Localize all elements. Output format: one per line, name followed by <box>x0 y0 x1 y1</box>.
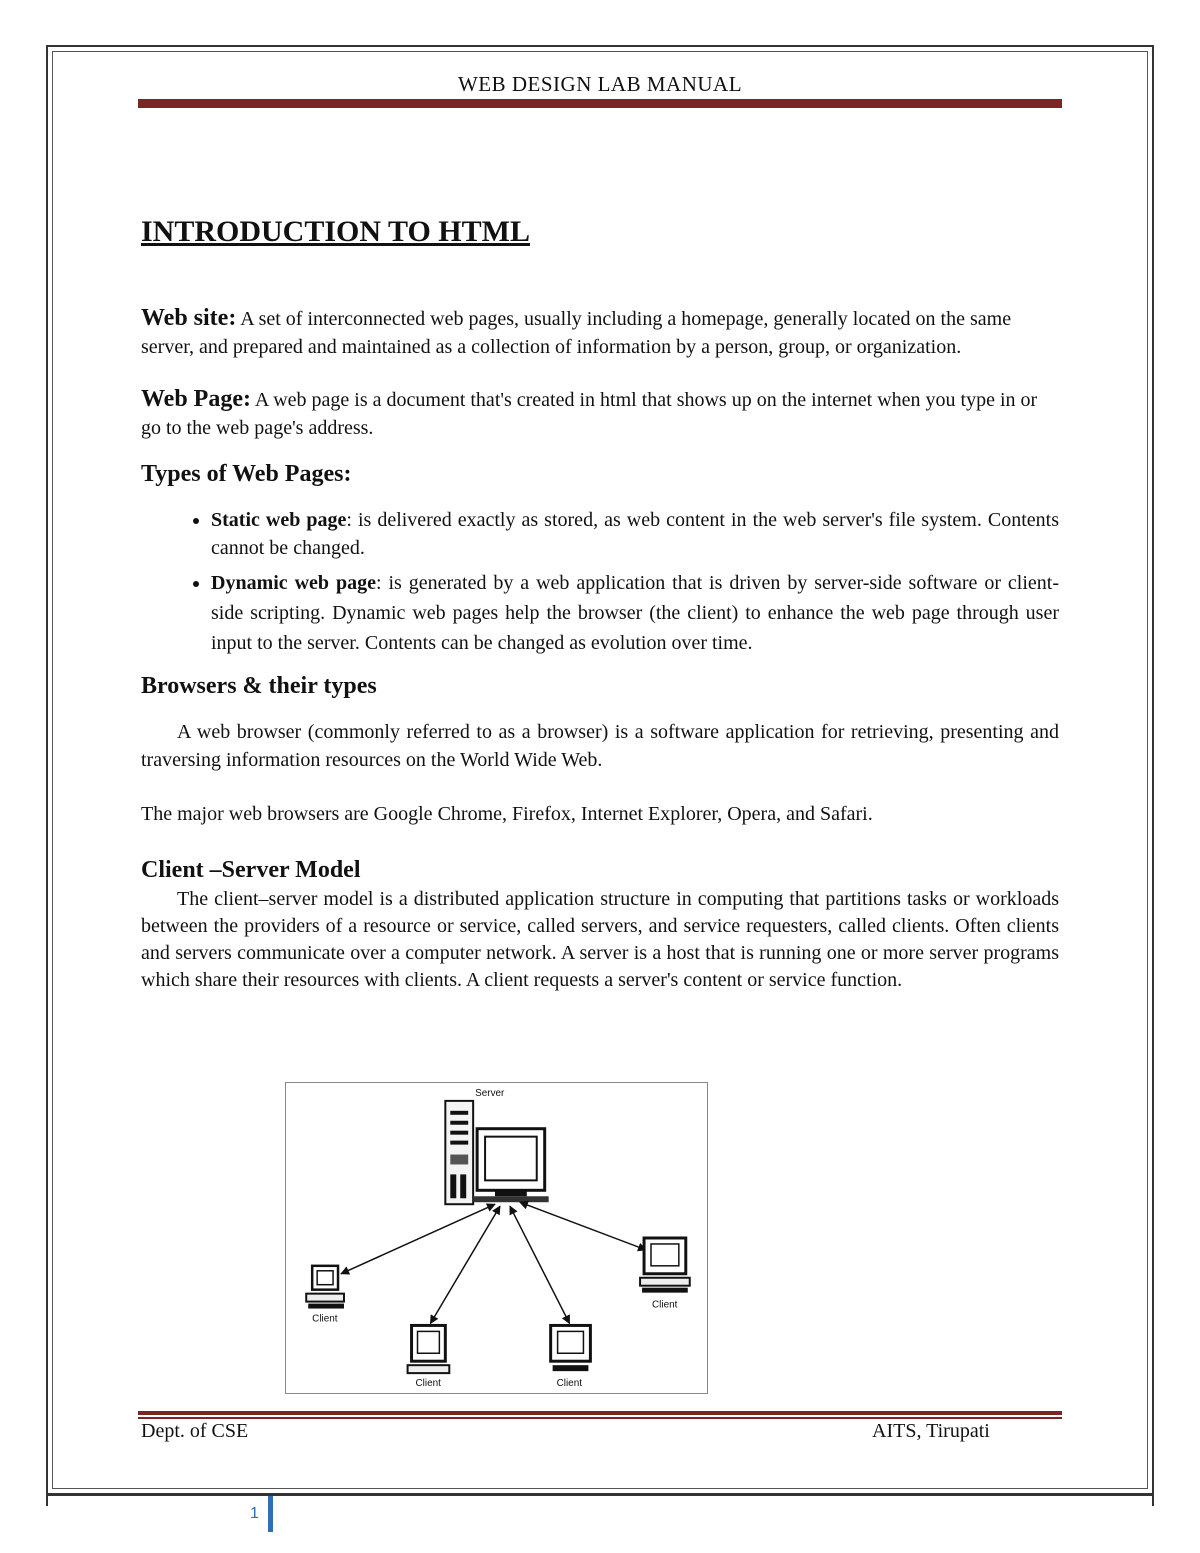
footer-institution: AITS, Tirupati <box>872 1420 990 1442</box>
web-page-term: Web Page: <box>141 386 251 412</box>
major-browsers-paragraph: The major web browsers are Google Chrome, Firefox, Internet Explorer, Opera, and Safari. <box>141 803 873 825</box>
footer-rule-thick <box>138 1411 1062 1415</box>
footer-department: Dept. of CSE <box>141 1420 249 1442</box>
list-item-static <box>211 506 1059 562</box>
client-server-heading: Client –Server Model <box>141 857 361 883</box>
client-left-computer-icon <box>306 1266 344 1309</box>
arrow-client-left <box>341 1204 495 1274</box>
page-bottom-line <box>46 1494 1154 1496</box>
types-list <box>141 506 1059 658</box>
arrow-client-bottom-right <box>510 1206 570 1323</box>
running-header: WEB DESIGN LAB MANUAL <box>457 72 743 96</box>
client-label-right: Client <box>651 1299 678 1311</box>
client-server-diagram <box>285 1082 708 1394</box>
web-page-definition <box>141 385 1059 442</box>
client-right-computer-icon <box>640 1238 690 1293</box>
client-server-paragraph: The client–server model is a distributed application structure in computing that partitions tasks or workloads between the providers of a resource or service, called servers, and service requesters, called clients. Often clients and servers communicate over a computer network. A server is a host that is running one or more server programs which share their resources with clients. A client requests a server's content or service function. <box>141 888 1059 991</box>
client-label-left: Client <box>312 1313 338 1325</box>
web-site-definition <box>141 304 1059 361</box>
page-corner-tick-left <box>46 1496 48 1506</box>
server-label: Server <box>475 1087 505 1099</box>
page-corner-tick-right <box>1152 1496 1154 1506</box>
arrow-client-bottom-left <box>430 1206 500 1323</box>
client-bottom-left-computer-icon <box>408 1325 450 1373</box>
page-number: 1 <box>250 1505 259 1522</box>
client-label-bottom-left: Client <box>415 1378 441 1390</box>
arrow-client-right <box>520 1202 646 1250</box>
footer-rule-thin <box>138 1417 1062 1419</box>
client-bottom-right-computer-icon <box>551 1325 591 1371</box>
page-title: INTRODUCTION TO HTML <box>141 215 530 248</box>
web-site-term: Web site: <box>141 305 237 331</box>
list-item-dynamic <box>211 568 1059 658</box>
static-text: : is delivered exactly as stored, as web content in the web server's file system. Contents cannot be changed. <box>211 509 1059 559</box>
web-page-text: A web page is a document that's created in html that shows up on the internet when you type in or go to the web page's address. <box>141 389 1038 439</box>
web-site-text: A set of interconnected web pages, usually including a homepage, generally located on the same server, and prepared and maintained as a collection of information by a person, group, or organization. <box>141 308 1012 358</box>
types-heading: Types of Web Pages: <box>141 461 352 487</box>
header-rule <box>138 99 1062 108</box>
page-number-bar <box>268 1496 273 1532</box>
dynamic-text: : is generated by a web application that is driven by server-side software or client-side scripting. Dynamic web pages help the browser (the client) to enhance the web page through user input to the server. Contents can be changed as evolution over time. <box>211 572 1059 654</box>
browsers-heading: Browsers & their types <box>141 673 377 699</box>
static-label: Static web page <box>211 509 347 531</box>
browsers-paragraph: A web browser (commonly referred to as a browser) is a software application for retrieving, presenting and traversing information resources on the World Wide Web. <box>141 721 1059 771</box>
client-label-bottom-right: Client <box>556 1378 582 1390</box>
page-content <box>141 212 1059 994</box>
dynamic-label: Dynamic web page <box>211 572 376 594</box>
server-computer-icon <box>445 1101 548 1204</box>
